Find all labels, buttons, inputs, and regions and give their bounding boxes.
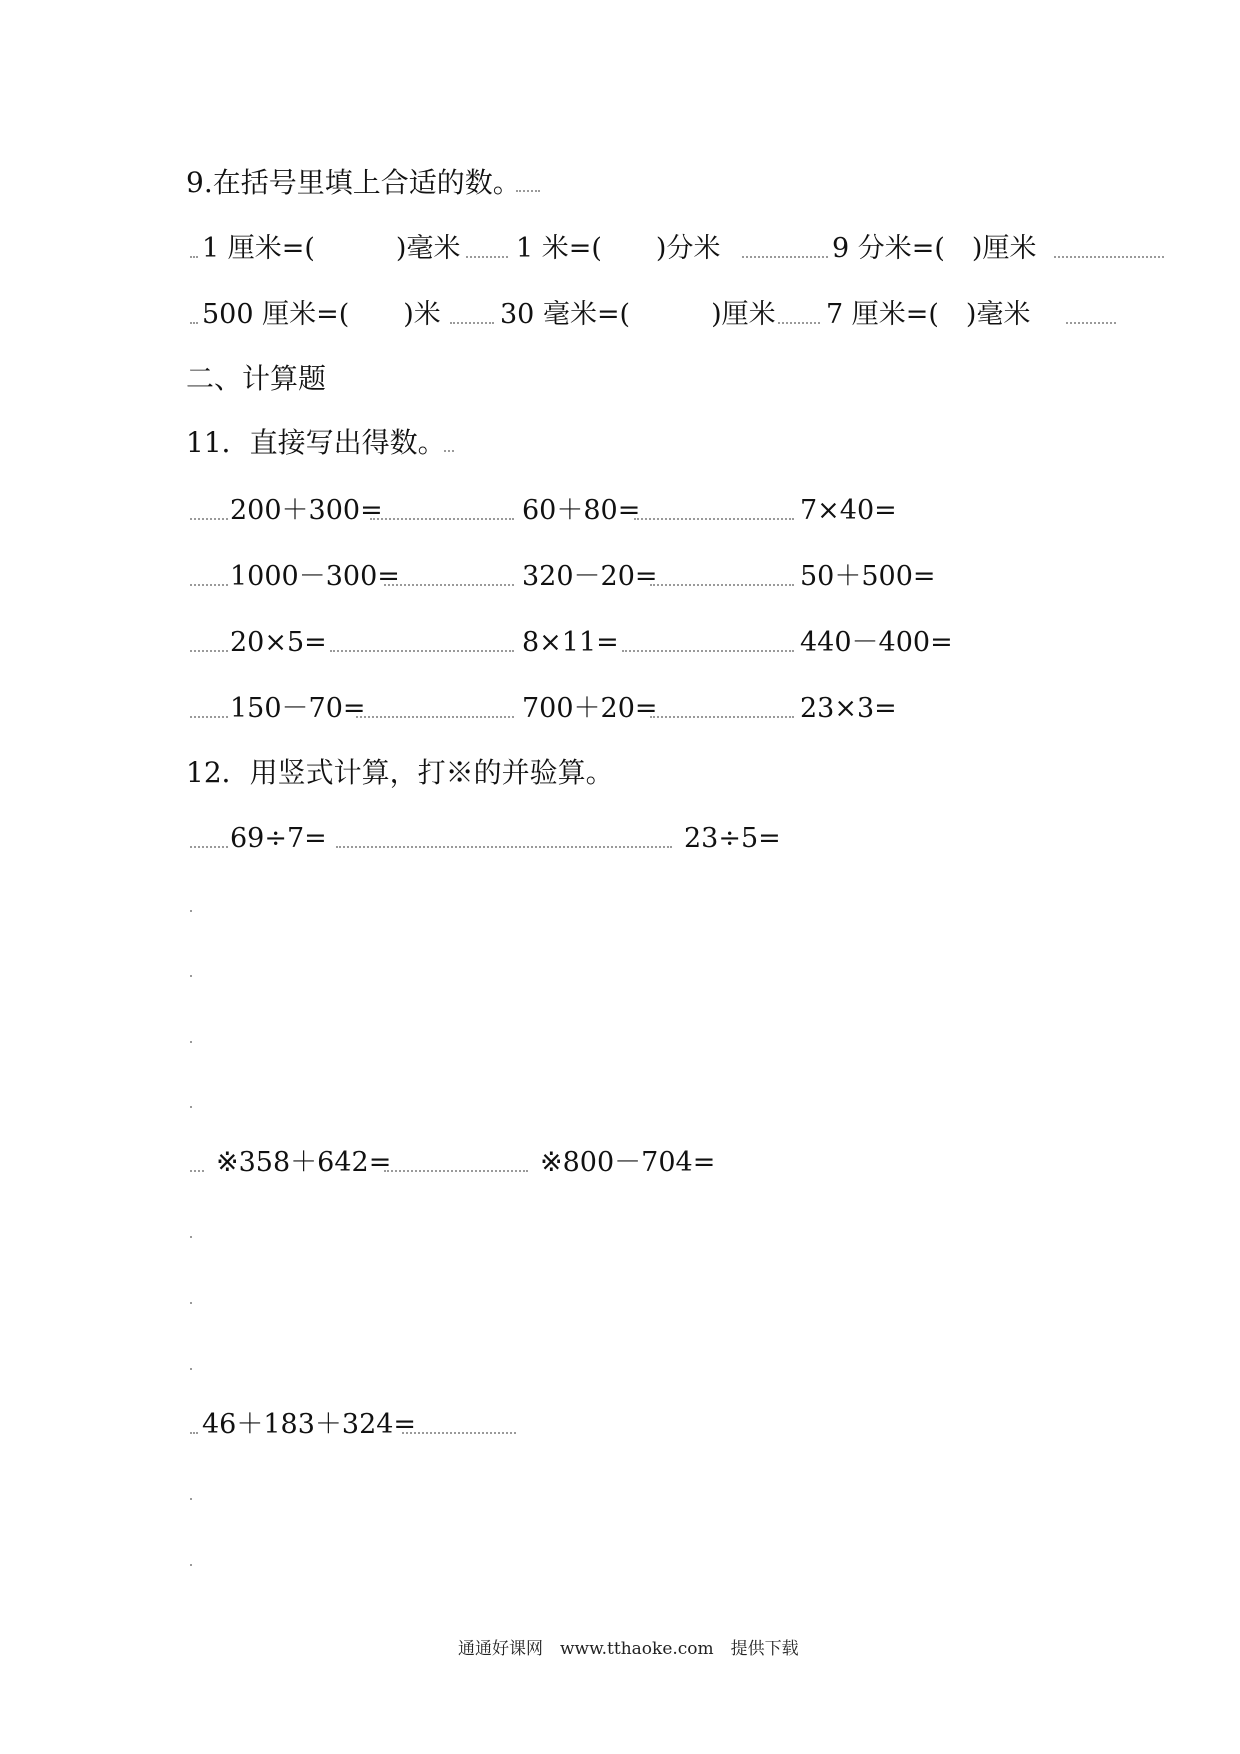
dotted-leader [466, 256, 508, 258]
dotted-leader [190, 584, 228, 586]
workspace-dot [190, 1498, 192, 1500]
workspace-dot [190, 910, 192, 912]
dotted-leader [622, 650, 794, 652]
dotted-leader [190, 518, 228, 520]
problem: 1000－300= [230, 561, 400, 592]
dotted-leader [778, 322, 820, 324]
question-11-title: 11．直接写出得数。 [186, 426, 446, 459]
dotted-leader [190, 1432, 198, 1434]
blank-1m-dm: 1 米=( )分米 [516, 233, 721, 264]
blank-30mm-cm: 30 毫米=( )厘米 [500, 299, 776, 330]
dotted-leader [384, 1170, 528, 1172]
dotted-leader [450, 322, 494, 324]
problem: ※358＋642= [216, 1147, 392, 1178]
workspace-dot [190, 1236, 192, 1238]
dotted-leader [190, 322, 198, 324]
problem: 23÷5= [684, 823, 781, 854]
dotted-leader [444, 450, 454, 452]
problem: 440－400= [800, 627, 953, 658]
dotted-leader [190, 716, 228, 718]
problem: 150－70= [230, 693, 366, 724]
problem: 50＋500= [800, 561, 936, 592]
problem: ※800－704= [540, 1147, 716, 1178]
problem: 46＋183＋324= [202, 1409, 417, 1440]
dotted-leader [634, 518, 794, 520]
problem: 20×5= [230, 627, 327, 658]
workspace-dot [190, 1106, 192, 1108]
dotted-leader [516, 190, 540, 192]
dotted-leader [190, 1170, 204, 1172]
question-12-title: 12．用竖式计算，打※的并验算。 [186, 756, 614, 789]
blank-7cm-mm: 7 厘米=( )毫米 [826, 299, 1031, 330]
dotted-leader [356, 716, 514, 718]
dotted-leader [1066, 322, 1116, 324]
problem: 200＋300= [230, 495, 383, 526]
blank-500cm-m: 500 厘米=( )米 [202, 299, 441, 330]
workspace-dot [190, 975, 192, 977]
problem: 8×11= [522, 627, 619, 658]
workspace-dot [190, 1302, 192, 1304]
workspace-dot [190, 1564, 192, 1566]
workspace-dot [190, 1041, 192, 1043]
dotted-leader [190, 256, 198, 258]
dotted-leader [190, 650, 228, 652]
section-2-title: 二、计算题 [186, 362, 327, 395]
dotted-leader [330, 650, 514, 652]
dotted-leader [370, 518, 514, 520]
dotted-leader [190, 846, 228, 848]
problem: 60＋80= [522, 495, 641, 526]
problem: 23×3= [800, 693, 897, 724]
workspace-dot [190, 1368, 192, 1370]
question-9-title: 9.在括号里填上合适的数。 [186, 166, 521, 199]
blank-9dm-cm: 9 分米=( )厘米 [832, 233, 1037, 264]
blank-1cm-mm: 1 厘米=( )毫米 [202, 233, 461, 264]
dotted-leader [742, 256, 828, 258]
problem: 320－20= [522, 561, 658, 592]
dotted-leader [650, 716, 794, 718]
dotted-leader [402, 1432, 516, 1434]
problem: 700＋20= [522, 693, 658, 724]
dotted-leader [650, 584, 794, 586]
dotted-leader [384, 584, 514, 586]
problem: 7×40= [800, 495, 897, 526]
problem: 69÷7= [230, 823, 327, 854]
dotted-leader [1054, 256, 1164, 258]
page-footer: 通通好课网 www.tthaoke.com 提供下载 [458, 1639, 799, 1659]
dotted-leader [336, 846, 672, 848]
